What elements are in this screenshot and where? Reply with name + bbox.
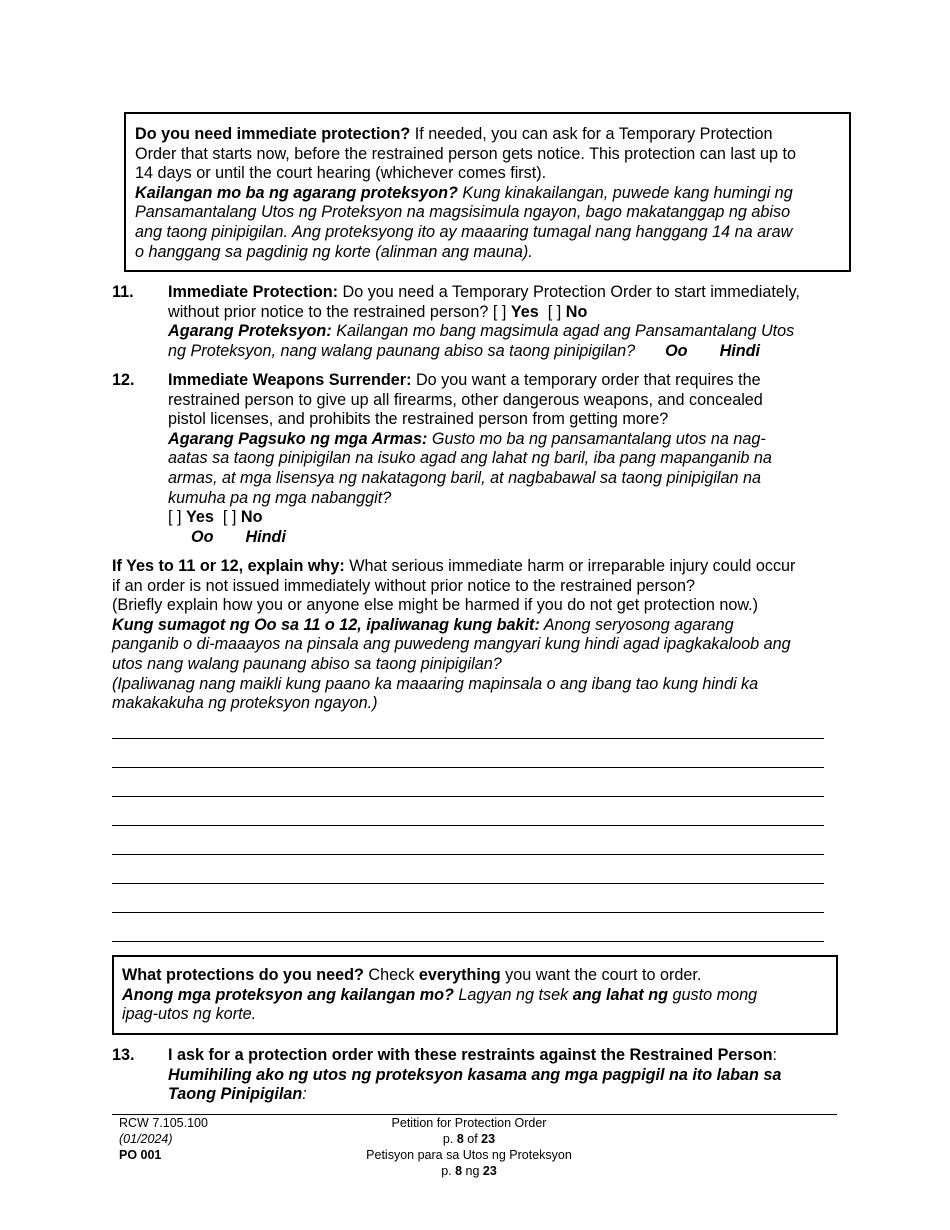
immediate-protection-info-box: Do you need immediate protection? If needed, you can ask for a Temporary Protection Order that starts now, before the restrained person gets notice. This protection can last up to 14 days or until the court hearing (whichever comes first). Kailangan mo ba ng agarang proteksyon? Kung kinakailangan, puwede kang humingi ng Pansamantalang Utos ng Proteksyon na magsisimula ngayon, bago makatanggap ng abiso ang taong pinipigilan. Ang proteksyong ito ay maaaring tumagal nang hanggang 14 na araw o hanggang sa pagdinig ng korte (alinman ang mauna).	[124, 112, 851, 272]
answer-line[interactable]	[112, 825, 824, 826]
answer-line[interactable]	[112, 796, 824, 797]
answer-line[interactable]	[112, 738, 824, 739]
info-tl-lead: Kailangan mo ba ng agarang proteksyon?	[135, 183, 458, 202]
answer-line[interactable]	[112, 854, 824, 855]
footer-title-tl: Petisyon para sa Utos ng Proteksyon	[366, 1148, 572, 1162]
question-13-number: 13.	[112, 1046, 135, 1064]
q12-yes-checkbox[interactable]: [ ]	[168, 508, 182, 527]
explain-section: If Yes to 11 or 12, explain why: What serious immediate harm or irreparable injury could occur if an order is not issued immediately without prior notice to the restrained person? (Briefly explain how you or anyone else might be harmed if you do not get protection now.) Kung sumagot ng Oo sa 11 o 12, ipaliwanag kung bakit: Anong seryosong agarang panganib o di-maaayos na pinsala ang puwedeng mangyari kung hindi agad ipagkakaloob ang utos nang walang paunang abiso sa taong pinipigilan? (Ipaliwanag nang maikli kung paano ka maaaring mapinsala o ang ibang tao kung hindi ka makakakuha ng proteksyon ngayon.)	[112, 557, 796, 713]
question-12: Immediate Weapons Surrender: Do you want a temporary order that requires the restrained person to give up all firearms, other dangerous weapons, and concealed pistol licenses, and prohibits the restrained person from getting more? Agarang Pagsuko ng mga Armas: Gusto mo ba ng pansamantalang utos na nag- aatas sa taong pinipigilan na isuko agad ang lahat ng baril, iba pang mapanganib na armas, at mga lisensya ng nakatagong baril, at nagbabawal sa taong pinipigilan na kumuha pa ng mga nabanggit? [ ] Yes [ ] No Oo Hindi	[168, 371, 772, 546]
answer-line[interactable]	[112, 941, 824, 942]
footer-left	[119, 1115, 208, 1163]
footer-center	[319, 1115, 619, 1179]
protections-info-box: What protections do you need? Check everything you want the court to order. Anong mga proteksyon ang kailangan mo? Lagyan ng tsek ang lahat ng gusto mong ipag-utos ng korte.	[112, 955, 838, 1035]
q11-no-checkbox[interactable]: [ ]	[547, 302, 562, 321]
question-11-number: 11.	[112, 283, 134, 301]
q12-no-checkbox[interactable]: [ ]	[222, 508, 237, 527]
info-en-lead: Do you need immediate protection?	[135, 125, 411, 143]
q12-hindi: Hindi	[245, 527, 286, 546]
q11-hindi: Hindi	[719, 341, 761, 360]
footer-rcw: RCW 7.105.100	[119, 1116, 208, 1130]
footer-title-en: Petition for Protection Order	[391, 1116, 547, 1130]
answer-line[interactable]	[112, 912, 824, 913]
answer-line[interactable]	[112, 767, 824, 768]
question-13: I ask for a protection order with these restraints against the Restrained Person: Humihiling ako ng utos ng proteksyon kasama ang mga pagpigil na ito laban sa Taong Pinipigilan:	[168, 1046, 782, 1104]
footer-form-number: PO 001	[119, 1148, 162, 1162]
question-11: Immediate Protection: Do you need a Temporary Protection Order to start immediately, without prior notice to the restrained person? [ ] Yes [ ] No Agarang Proteksyon: Kailangan mo bang magsimula agad ang Pansamantalang Utos ng Proteksyon, nang walang paunang abiso sa taong pinipigilan? Oo Hindi	[168, 283, 800, 360]
answer-line[interactable]	[112, 883, 824, 884]
footer-page-en: p. 8 of 23	[442, 1132, 496, 1146]
q12-oo: Oo	[191, 527, 214, 546]
footer-date: (01/2024)	[119, 1132, 173, 1146]
q11-yes-checkbox[interactable]: [ ]	[492, 302, 507, 321]
footer-page-tl: p. 8 ng 23	[441, 1164, 497, 1178]
page-footer	[112, 1114, 837, 1178]
question-12-number: 12.	[112, 371, 135, 389]
q11-oo: Oo	[665, 341, 688, 360]
